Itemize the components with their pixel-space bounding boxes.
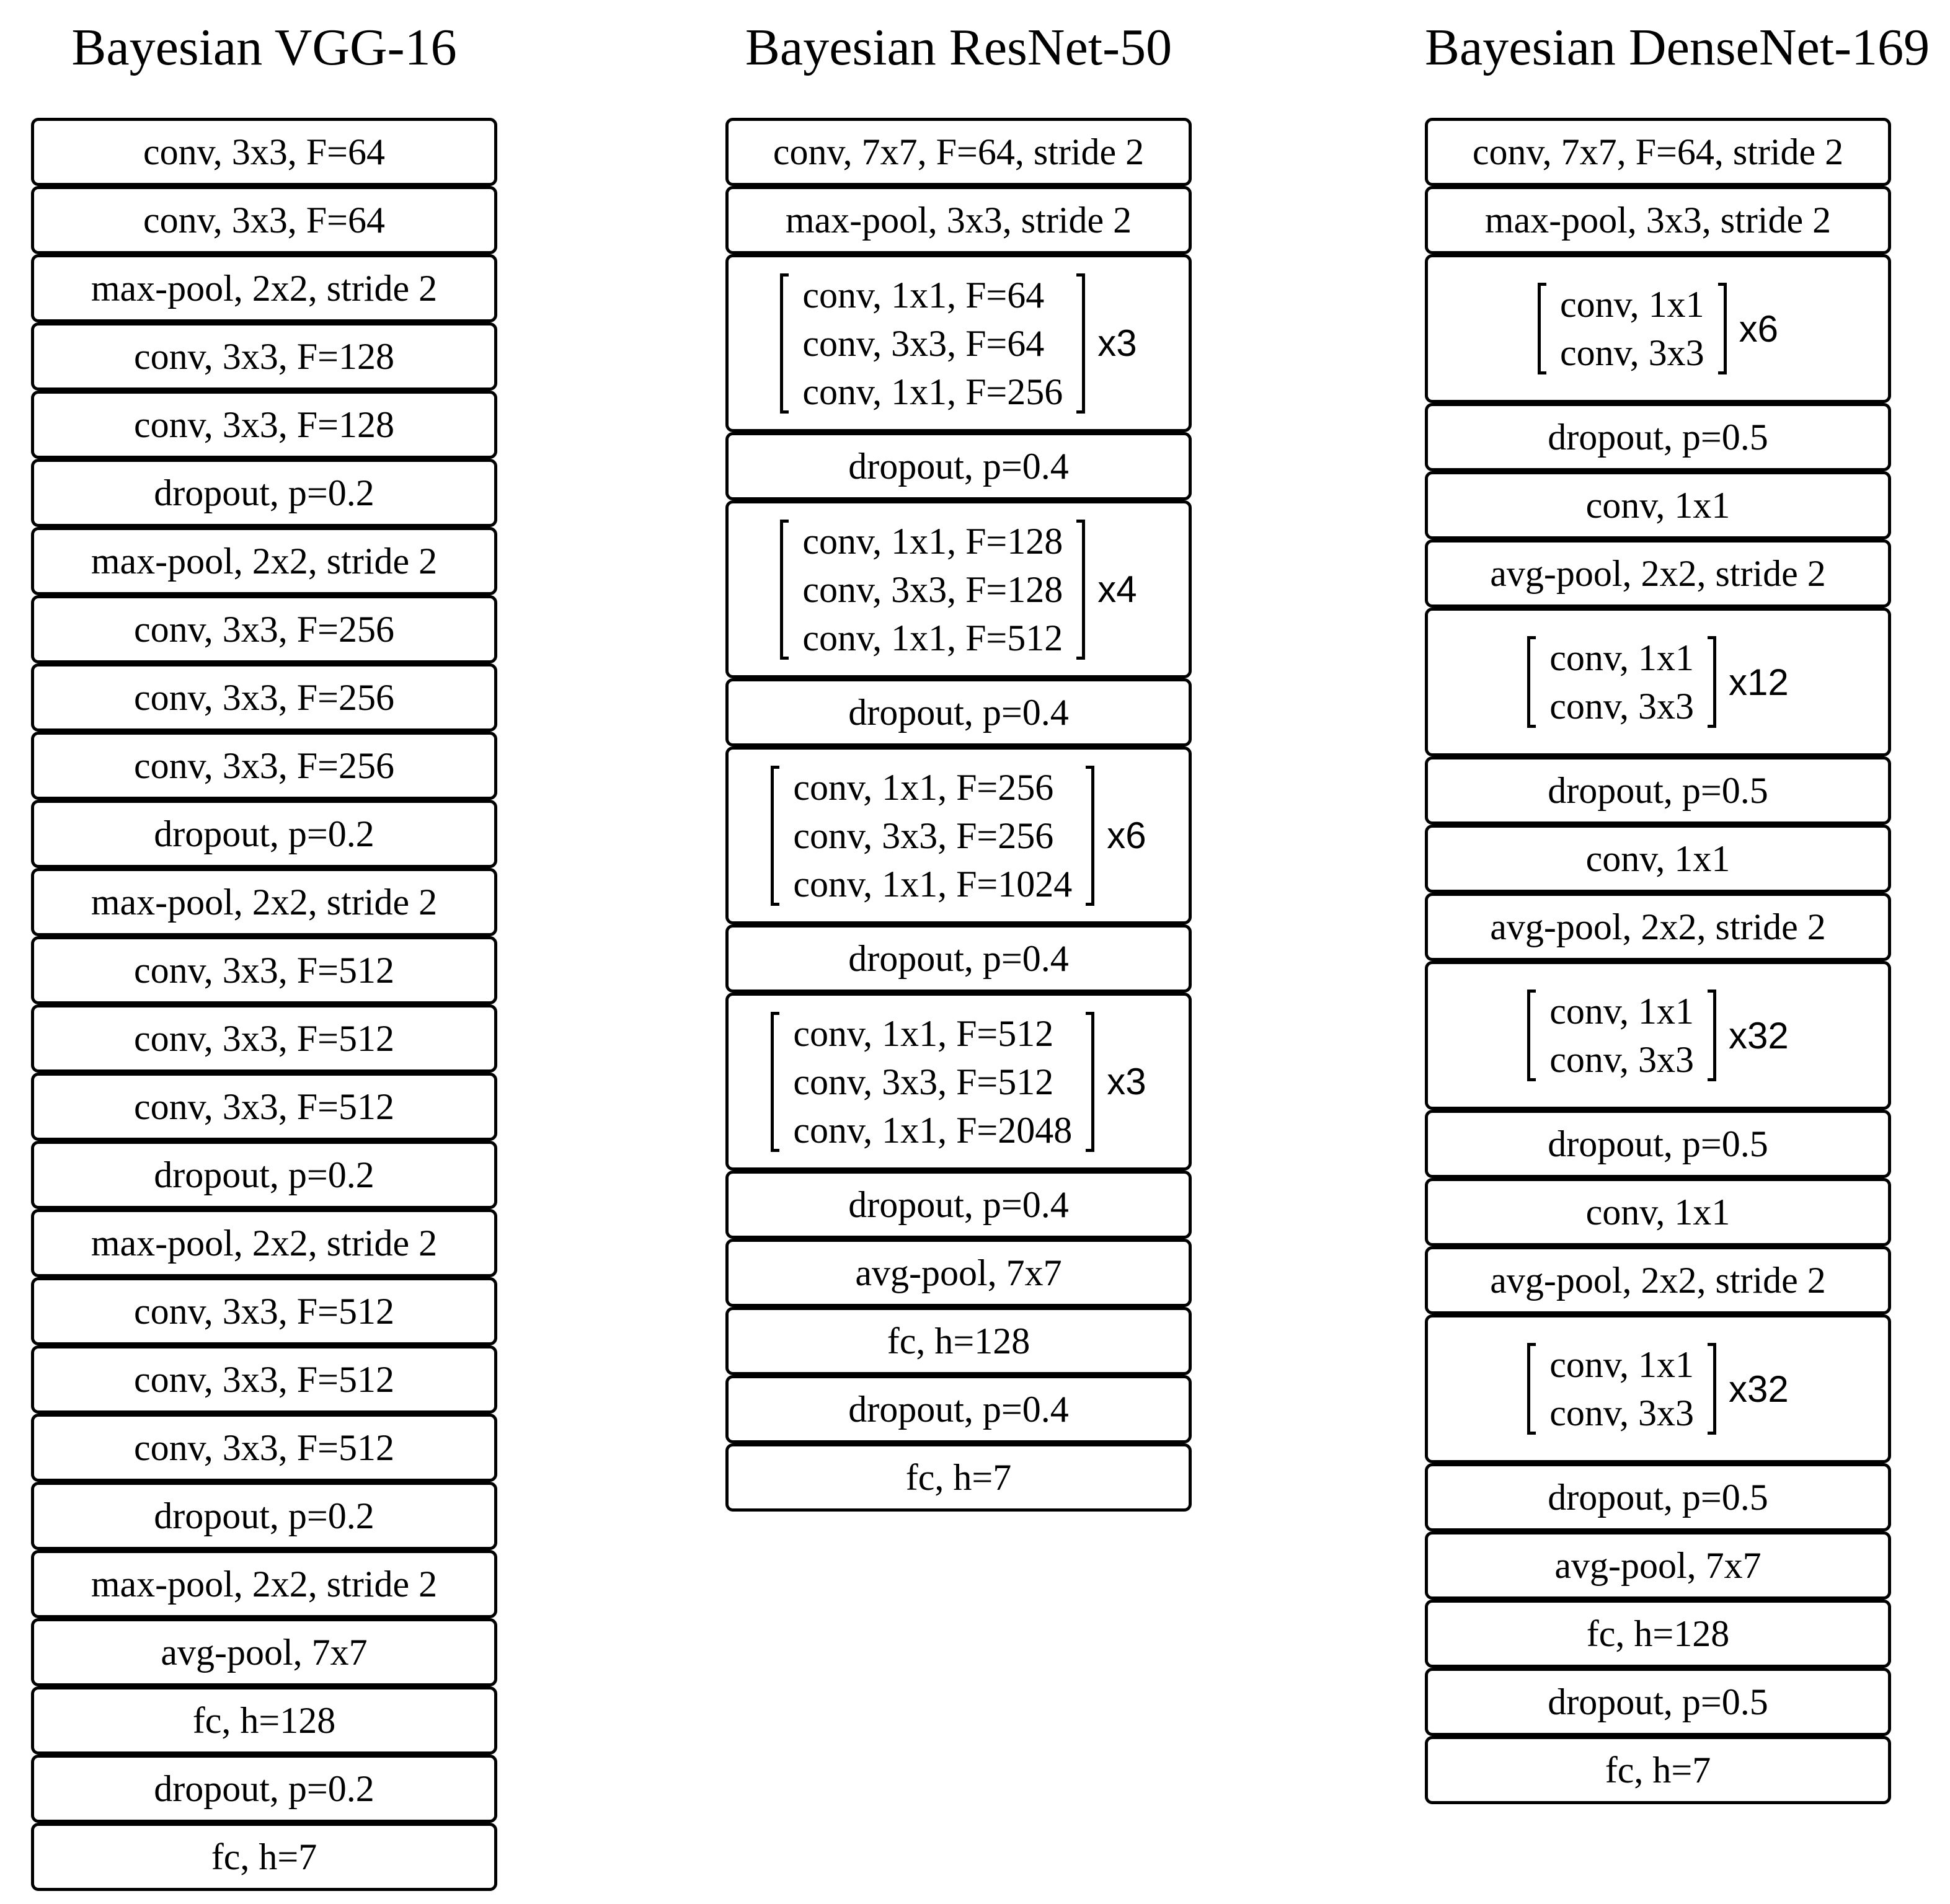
layer-label: conv, 3x3, F=512 xyxy=(134,1290,394,1332)
layer-box xyxy=(31,868,497,936)
layer-label: max-pool, 3x3, stride 2 xyxy=(1484,199,1832,241)
block-line: conv, 1x1, F=512 xyxy=(793,1012,1054,1054)
layer-label: avg-pool, 2x2, stride 2 xyxy=(1490,906,1826,947)
layer-label: dropout, p=0.4 xyxy=(848,1184,1069,1225)
block-line: conv, 1x1, F=512 xyxy=(802,617,1063,658)
layer-label: fc, h=7 xyxy=(211,1836,317,1877)
layer-block xyxy=(1425,961,1891,1110)
layer-label: conv, 3x3, F=512 xyxy=(134,1427,394,1468)
layer-label: dropout, p=0.4 xyxy=(848,1388,1069,1430)
layer-box xyxy=(31,1414,497,1482)
layer-box xyxy=(31,732,497,800)
layer-box xyxy=(31,391,497,459)
layer-box xyxy=(31,1209,497,1277)
repeat-count: x12 xyxy=(1728,661,1789,703)
layer-box xyxy=(31,1823,497,1891)
block-line: conv, 1x1 xyxy=(1549,1344,1694,1385)
block-content xyxy=(780,517,1137,662)
layer-label: conv, 3x3, F=512 xyxy=(134,1358,394,1400)
block-content xyxy=(780,271,1137,416)
layer-box xyxy=(1425,539,1891,608)
layer-label: conv, 1x1 xyxy=(1585,838,1731,879)
layer-label: dropout, p=0.4 xyxy=(848,937,1069,979)
layer-box xyxy=(1425,1246,1891,1314)
layer-box xyxy=(31,322,497,391)
layer-box xyxy=(31,1004,497,1073)
layer-box xyxy=(725,186,1192,254)
layer-label: dropout, p=0.2 xyxy=(154,1768,374,1809)
block-line: conv, 3x3 xyxy=(1549,686,1694,727)
layer-box xyxy=(31,1755,497,1823)
layer-label: conv, 7x7, F=64, stride 2 xyxy=(773,131,1145,172)
block-content xyxy=(1538,280,1778,377)
column-title: Bayesian ResNet-50 xyxy=(745,19,1172,76)
layer-label: dropout, p=0.4 xyxy=(848,445,1069,487)
layer-box xyxy=(31,1345,497,1414)
bracket-group xyxy=(1538,280,1727,377)
block-line: conv, 1x1, F=256 xyxy=(802,371,1063,412)
layer-label: conv, 3x3, F=256 xyxy=(134,608,394,650)
layer-box xyxy=(31,1686,497,1755)
block-content xyxy=(771,1009,1146,1154)
layer-label: conv, 3x3, F=256 xyxy=(134,676,394,718)
layer-label: dropout, p=0.2 xyxy=(154,472,374,513)
layer-label: dropout, p=0.5 xyxy=(1548,769,1768,811)
layer-label: avg-pool, 7x7 xyxy=(1554,1544,1762,1586)
block-line: conv, 1x1 xyxy=(1549,637,1694,678)
layer-box xyxy=(1425,825,1891,893)
block-content xyxy=(1527,1340,1788,1437)
layer-label: conv, 3x3, F=512 xyxy=(134,949,394,991)
layer-label: conv, 3x3, F=512 xyxy=(134,1017,394,1059)
layer-box xyxy=(1425,1463,1891,1531)
layer-box xyxy=(31,1618,497,1686)
layer-box xyxy=(1425,118,1891,186)
layer-label: conv, 3x3, F=512 xyxy=(134,1086,394,1127)
block-line: conv, 1x1, F=1024 xyxy=(793,863,1073,905)
layer-label: max-pool, 2x2, stride 2 xyxy=(91,881,438,923)
layer-box xyxy=(31,1141,497,1209)
block-line: conv, 1x1, F=128 xyxy=(802,520,1063,562)
layer-block xyxy=(725,993,1192,1171)
layer-label: dropout, p=0.2 xyxy=(154,813,374,854)
layer-box xyxy=(31,1277,497,1345)
block-line: conv, 1x1 xyxy=(1559,284,1704,325)
layer-label: max-pool, 2x2, stride 2 xyxy=(91,1222,438,1264)
layer-box xyxy=(1425,471,1891,539)
layer-block xyxy=(725,746,1192,924)
layer-box xyxy=(1425,1110,1891,1178)
layer-block xyxy=(725,254,1192,432)
layer-label: conv, 7x7, F=64, stride 2 xyxy=(1472,131,1844,172)
layer-box xyxy=(1425,1178,1891,1246)
layer-label: conv, 3x3, F=64 xyxy=(143,199,385,241)
layer-label: dropout, p=0.5 xyxy=(1548,1476,1768,1518)
layer-box xyxy=(31,254,497,322)
layer-box xyxy=(1425,756,1891,825)
block-line: conv, 3x3 xyxy=(1559,332,1704,373)
bracket-group xyxy=(1527,987,1716,1084)
block-line: conv, 3x3, F=512 xyxy=(793,1061,1054,1102)
layer-box xyxy=(725,1171,1192,1239)
layer-box xyxy=(1425,1736,1891,1804)
layer-box xyxy=(725,678,1192,746)
repeat-count: x3 xyxy=(1107,1061,1146,1102)
layer-label: dropout, p=0.2 xyxy=(154,1154,374,1195)
layer-label: fc, h=128 xyxy=(192,1699,336,1741)
layer-label: conv, 1x1 xyxy=(1585,1191,1731,1233)
layer-label: max-pool, 2x2, stride 2 xyxy=(91,267,438,309)
layer-label: dropout, p=0.4 xyxy=(848,691,1069,733)
layer-label: fc, h=7 xyxy=(905,1456,1012,1498)
bracket-group xyxy=(771,1009,1094,1154)
block-line: conv, 1x1, F=64 xyxy=(802,274,1045,316)
repeat-count: x32 xyxy=(1728,1368,1789,1410)
layer-block xyxy=(1425,1314,1891,1463)
layer-label: dropout, p=0.5 xyxy=(1548,1681,1768,1722)
layer-box xyxy=(1425,186,1891,254)
block-content xyxy=(1527,634,1788,730)
layer-box xyxy=(31,800,497,868)
layer-box xyxy=(31,595,497,663)
layer-block xyxy=(725,500,1192,678)
layer-box xyxy=(31,186,497,254)
layer-box xyxy=(725,1239,1192,1307)
layer-label: conv, 3x3, F=128 xyxy=(134,335,394,377)
bracket-group xyxy=(780,517,1085,662)
layer-box xyxy=(31,1482,497,1550)
repeat-count: x4 xyxy=(1097,569,1137,610)
layer-box xyxy=(1425,1668,1891,1736)
block-content xyxy=(1527,987,1788,1084)
layer-box xyxy=(31,527,497,595)
layer-box xyxy=(1425,893,1891,961)
layer-block xyxy=(1425,608,1891,756)
layer-box xyxy=(1425,403,1891,471)
repeat-count: x6 xyxy=(1739,308,1779,350)
bracket-group xyxy=(780,271,1085,416)
block-line: conv, 3x3, F=128 xyxy=(802,569,1063,610)
repeat-count: x32 xyxy=(1728,1014,1789,1056)
layer-label: avg-pool, 7x7 xyxy=(855,1252,1062,1293)
layer-label: fc, h=7 xyxy=(1605,1749,1711,1791)
block-line: conv, 3x3 xyxy=(1549,1039,1694,1080)
layer-box xyxy=(31,936,497,1004)
block-line: conv, 3x3, F=64 xyxy=(802,322,1045,364)
layer-label: dropout, p=0.5 xyxy=(1548,1123,1768,1164)
column-title: Bayesian DenseNet-169 xyxy=(1425,19,1930,76)
layer-label: max-pool, 2x2, stride 2 xyxy=(91,540,438,582)
layer-box xyxy=(31,459,497,527)
layer-box xyxy=(725,1443,1192,1512)
layer-label: conv, 1x1 xyxy=(1585,484,1731,526)
layer-label: avg-pool, 2x2, stride 2 xyxy=(1490,1259,1826,1301)
layer-label: fc, h=128 xyxy=(887,1320,1030,1362)
layer-label: conv, 3x3, F=256 xyxy=(134,745,394,786)
column-title: Bayesian VGG-16 xyxy=(71,19,457,76)
block-line: conv, 3x3 xyxy=(1549,1393,1694,1433)
layer-block xyxy=(1425,254,1891,403)
layer-box xyxy=(1425,1600,1891,1668)
block-line: conv, 1x1, F=256 xyxy=(793,766,1054,808)
layer-box xyxy=(725,118,1192,186)
layer-label: dropout, p=0.5 xyxy=(1548,416,1768,458)
layer-label: fc, h=128 xyxy=(1586,1613,1730,1654)
layer-box xyxy=(1425,1531,1891,1600)
bracket-group xyxy=(771,763,1094,908)
bracket-group xyxy=(1527,634,1716,730)
layer-label: max-pool, 2x2, stride 2 xyxy=(91,1563,438,1605)
block-line: conv, 1x1, F=2048 xyxy=(793,1109,1073,1151)
layer-box xyxy=(31,1073,497,1141)
layer-box xyxy=(725,924,1192,993)
layer-label: conv, 3x3, F=64 xyxy=(143,131,385,172)
repeat-count: x6 xyxy=(1107,815,1146,856)
block-line: conv, 1x1 xyxy=(1549,991,1694,1032)
block-line: conv, 3x3, F=256 xyxy=(793,815,1054,856)
layer-label: conv, 3x3, F=128 xyxy=(134,404,394,445)
layer-box xyxy=(725,1375,1192,1443)
layer-box xyxy=(31,1550,497,1618)
repeat-count: x3 xyxy=(1097,322,1137,364)
layer-label: max-pool, 3x3, stride 2 xyxy=(785,199,1132,241)
layer-label: avg-pool, 7x7 xyxy=(161,1631,368,1673)
block-content xyxy=(771,763,1146,908)
layer-box xyxy=(725,1307,1192,1375)
bracket-group xyxy=(1527,1340,1716,1437)
layer-label: dropout, p=0.2 xyxy=(154,1495,374,1536)
layer-box xyxy=(31,663,497,732)
layer-label: avg-pool, 2x2, stride 2 xyxy=(1490,552,1826,594)
layer-box xyxy=(725,432,1192,500)
layer-box xyxy=(31,118,497,186)
